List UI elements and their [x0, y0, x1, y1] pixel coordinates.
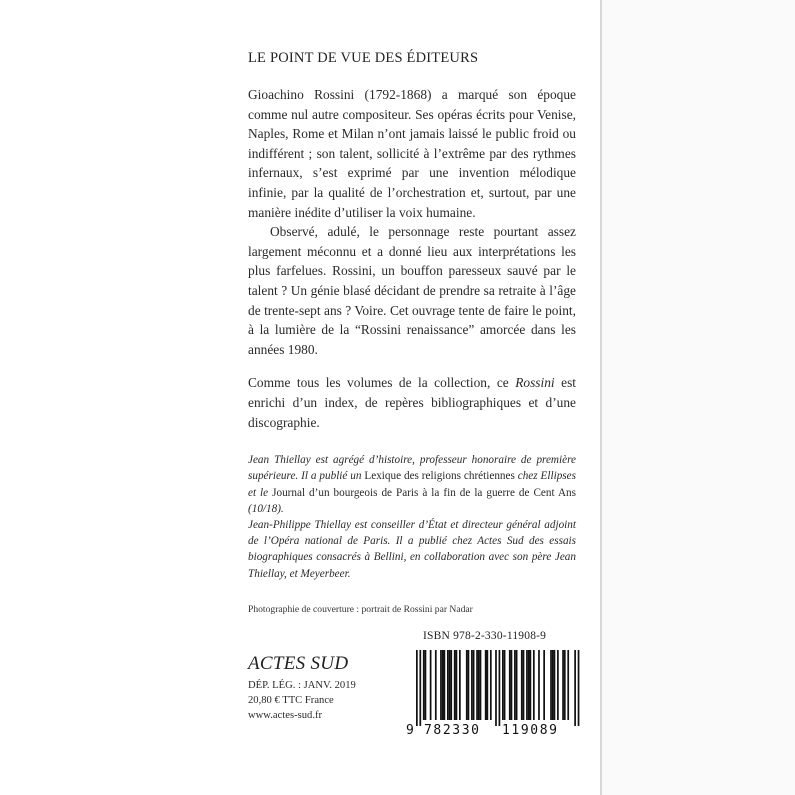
barcode-bar — [521, 650, 523, 720]
barcode-bar — [528, 650, 530, 720]
barcode-bar — [514, 650, 516, 720]
barcode-block — [402, 630, 584, 738]
barcode-bar — [574, 650, 576, 726]
barcode-bar — [476, 650, 478, 720]
barcode-bar — [423, 650, 425, 720]
barcode-bar — [523, 650, 525, 720]
barcode-bar — [456, 650, 458, 720]
paragraph-intro: Gioachino Rossini (1792-1868) a marqué son époque comme nul autre compositeur. Ses opéras écrits pour Venise, Naples, Rome et Milan n’ont jamais laissé le public froid ou indifférent ; son talent, sollicité à l’extrême par des rythmes infernaux, s’est exprimé par une invention mélodique infinie, par la qualité de l’orchestration et, surtout, par une manière inédite d’utiliser la voix humaine. — [248, 87, 576, 220]
barcode-bar — [449, 650, 451, 720]
barcode-bar — [471, 650, 473, 720]
barcode-bar — [533, 650, 535, 720]
barcode-bar — [454, 650, 456, 720]
publisher-website: www.actes-sud.fr — [248, 710, 323, 721]
barcode-bar — [419, 650, 421, 726]
barcode-bar — [430, 650, 432, 720]
barcode-bar — [552, 650, 554, 720]
barcode-bar — [435, 650, 437, 720]
barcode-bar — [509, 650, 511, 720]
barcode-bar — [440, 650, 442, 720]
barcode-bar — [447, 650, 449, 720]
barcode-bar — [562, 650, 564, 720]
bio1-book-journal: Journal d’un bourgeois de Paris à la fin de la guerre de Cent Ans — [272, 486, 576, 499]
barcode-bar — [511, 650, 513, 720]
barcode-bar — [466, 650, 468, 720]
bio1-publisher: Ellipses — [540, 470, 576, 483]
publisher-block — [248, 653, 356, 723]
bio1-text-c: chez — [514, 470, 541, 483]
bio1-book-lexique: Lexique des religions chrétiennes — [364, 470, 515, 483]
price: 20,80 € TTC France — [248, 695, 334, 706]
barcode-image — [402, 650, 584, 738]
bio2-text: Jean-Philippe Thiellay est conseiller d’État et directeur général adjoint de l’Opéra national de Paris. Il a publié chez Actes Sud des essais biographiques consacrés à Bellini, en collaboration avec son père Jean Thiellay, et Meyerbeer. — [248, 518, 576, 580]
barcode-bar — [502, 650, 504, 720]
barcode-bar — [459, 650, 461, 720]
barcode-bar — [478, 650, 480, 720]
barcode-bar — [416, 650, 418, 726]
bio1-text-e: et le — [248, 486, 273, 499]
barcode-bar — [554, 650, 556, 720]
barcode-bar — [487, 650, 489, 720]
adjacent-page-strip — [602, 0, 795, 795]
barcode-bar — [530, 650, 532, 720]
barcode-bar — [504, 650, 506, 720]
section-heading: LE POINT DE VUE DES ÉDITEURS — [248, 50, 479, 66]
barcode-bar — [550, 650, 552, 720]
paragraph-collection — [248, 373, 576, 432]
barcode-bar — [450, 650, 452, 720]
collection-text-end: est enrichi d’un index, de repères bibliographiques et d’une discographie. — [248, 375, 577, 430]
barcode-bar — [543, 650, 545, 720]
editors-text-block — [248, 50, 576, 582]
barcode-bar — [444, 650, 446, 720]
barcode-bar — [526, 650, 528, 720]
publisher-logo: ACTES SUD — [248, 653, 349, 674]
collection-title: Rossini — [515, 375, 555, 391]
photo-credit: Photographie de couverture : portrait de Rossini par Nadar — [248, 604, 473, 615]
barcode-bar — [538, 650, 540, 720]
paragraph-personnage: Observé, adulé, le personnage reste pourtant assez largement méconnu et a donné lieu aux interprétations les plus farfelues. Rossini, un bouffon paresseux sauvé par le talent ? Un génie blasé décidant de prendre sa retraite à l’âge de trente-sept ans ? Voire. Cet ouvrage tente de faire le point, à la lumière de la “Rossini renaissance” amorcée dans les années 1980. — [248, 224, 576, 357]
bio1-text-a: Jean Thiellay est agrégé d’histoire, professeur honoraire de première supérieure. Il a publié un — [248, 454, 576, 483]
barcode-bar — [490, 650, 492, 720]
barcode-bar — [442, 650, 444, 720]
barcode-bar — [564, 650, 566, 720]
barcode-right-digits: 119089 — [502, 723, 559, 738]
barcode-bar — [495, 650, 497, 726]
barcode-bar — [578, 650, 580, 726]
barcode-bar — [485, 650, 487, 720]
author-bio-jean — [248, 452, 576, 517]
collection-text-start: Comme tous les volumes de la collection, ce — [248, 375, 516, 391]
isbn-label: ISBN 978-2-330-11908-9 — [423, 630, 547, 642]
barcode-bar — [468, 650, 470, 720]
barcode-bar — [557, 650, 559, 720]
legal-deposit: DÉP. LÉG. : JANV. 2019 — [248, 680, 356, 691]
bio1-text-g: (10/18). — [248, 502, 284, 515]
barcode-bar — [567, 650, 569, 720]
barcode-bar — [425, 650, 427, 720]
barcode-first-digit: 9 — [406, 723, 414, 738]
barcode-left-digits: 782330 — [424, 723, 481, 738]
barcode-bar — [473, 650, 475, 720]
barcode-bar — [480, 650, 482, 720]
barcode-bar — [516, 650, 518, 720]
barcode-bar — [499, 650, 501, 726]
author-bio-jean-philippe — [248, 517, 576, 582]
